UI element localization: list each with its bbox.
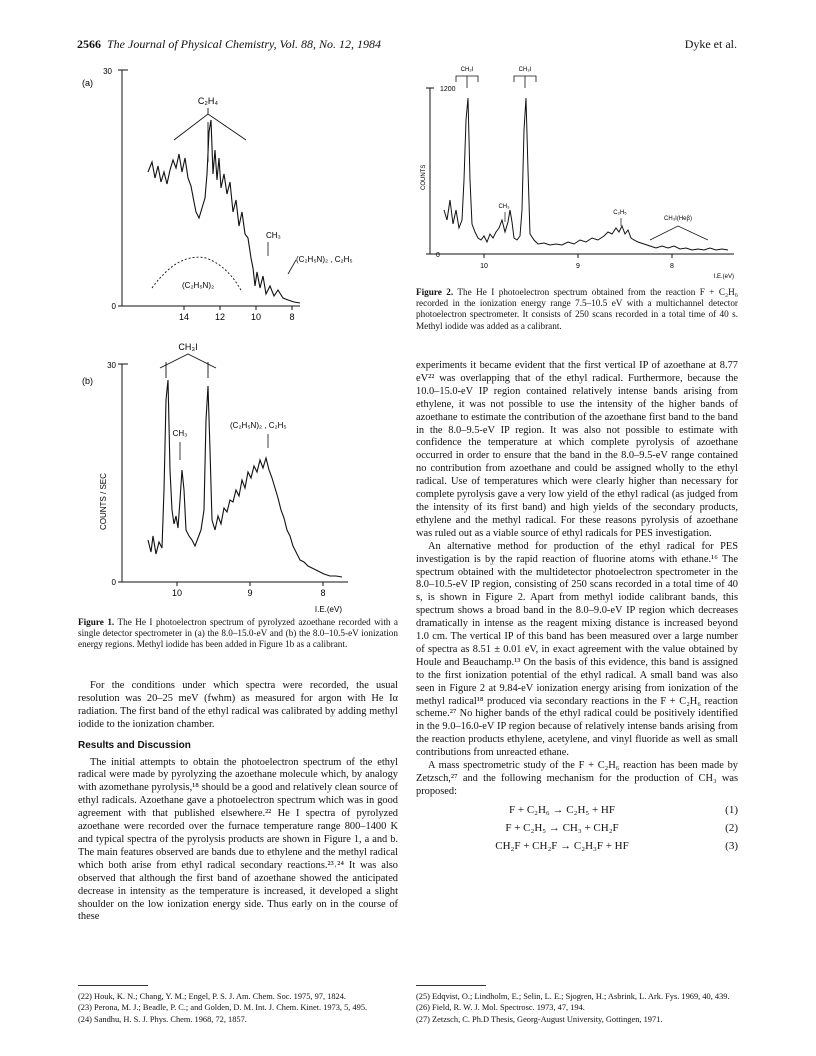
- panel-b-c2h5n2-label: (C₂H₅N)₂ , C₂H₅: [230, 421, 287, 430]
- panel-a-ytick-top: 30: [103, 67, 112, 76]
- running-header: [77, 37, 737, 52]
- reference-item: (26) Field, R. W. J. Mol. Spectrosc. 1973, 47, 194.: [416, 1003, 585, 1013]
- figure2-c2h5-label: C₂H₅: [613, 210, 627, 216]
- running-authors: Dyke et al.: [684, 37, 737, 51]
- paragraph: An alternative method for production of the ethyl radical for PES investigation is by the rapid reaction of fluorine atoms with ethane.¹⁶ The spectrum obtained with the multidetector photoelectron spectrometer in the 8.0–10.5-eV IP region, consisting of 250 scans recorded in a total time of 40 s, is shown in Figure 2. Apart from methyl iodide calibrant bands, this spectrum shows a broad band in the 8.0–9.0-eV IP region which decreases dramatically in intense as the reagent mixing distance is increased beyond 1.0 cm. The vertical IP of this band has been measured over a large number of spectra as 8.51 ± 0.01 eV, in exact agreement with the value obtained by Houle and Beauchamp.¹³ On the basis of this evidence, this band is assigned to the first ionization potential of the ethyl radical. A small band was also seen in Figure 2 at 9.84-eV ionization energy arising from ionization of the methyl radical¹⁸ produced via secondary reactions in the F + C₂H₆ reaction scheme.²⁷ No higher bands of the ethyl radical could be positively identified in the 9.0–16.0-eV IP region because of relatively intense bands arising from the reaction products ethylene, acetylene, and vinyl fluoride as well as small contributions from unreacted ethane.: [416, 540, 738, 759]
- panel-b-ytick-zero: 0: [111, 578, 116, 587]
- paragraph: experiments it became evident that the first vertical IP of azoethane at 8.77 eV²² was overlapping that of the ethyl radical. Furthermore, because the 10.0–15.0-eV IP region contained relatively intense bands arising from ethylene, it was not possible to use the intensity of the higher bands of azoethane to estimate the contribution of the azoethane first band to the band in the 8.0–9.5-eV IP region. It was also not possible to estimate with confidence the temperature at which complete pyrolysis of azoethane occurred in order to ensure that the band in the 8.0–9.5-eV range contained no contribution from azoethane and could be assigned wholly to the ethyl radical. Use of temperatures which were clearly higher than necessary for complete pyrolysis gave a very low yield of the ethyl radical (as judged from the intensity of its first band) and high yields of the secondary products, ethylene and the methyl radical. For these reasons pyrolysis of azoethane was ruled out as a viable source of ethyl radicals for PES investigation.: [416, 360, 738, 539]
- panel-b-ch3i-label: CH₃I: [178, 342, 198, 352]
- panel-b-xtick-label: 9: [247, 588, 253, 598]
- panel-a-xtick-label: 8: [289, 312, 295, 322]
- figure2-ch3-label: CH₃: [498, 204, 510, 210]
- panel-a-ytick-zero: 0: [111, 302, 116, 311]
- figure2-spectrum-trace: [444, 98, 728, 250]
- footnote-rule-right: [416, 985, 486, 986]
- panel-a-spectrum-trace: [148, 120, 300, 303]
- paragraph: The initial attempts to obtain the photoelectron spectrum of the ethyl radical were made by pyrolyzing the azoethane molecule which, by analogy with azomethane pyrolysis,¹⁸ should be a good and relatively clean source of ethyl radicals. Azoethane gave a photoelectron spectrum which was in good agreement with that published elsewhere.²² He I spectra of pyrolyzed azoethane were recorded over the furnace temperature range 800–1400 K and typical spectra of the pyrolysis products are shown in Figure 1, a and b. The main features observed are bands due to ethylene and the methyl radical which both arise from ethyl radical secondary reactions.²³˒²⁴ It was also observed that although the first band of azoethane showed the anticipated decrease in intensity as the temperature is increased, it developed a slight shoulder on the low ionization energy side. Thus early on in the course of these: [78, 756, 398, 923]
- footnote-rule-left: [78, 985, 148, 986]
- panel-a-c2h4-bracket: [174, 108, 246, 162]
- figure1-caption-text: The He I photoelectron spectrum of pyrolyzed azoethane recorded with a single detector spectrometer in (a) the 8.0–15.0-eV and (b) the 8.0–10.5-eV ionization energy regions. Methyl iodide has been added in Figure 1b as a calibrant.: [78, 617, 399, 650]
- reference-item: (23) Perona, M. J.; Beadle, P. C.; and Golden, D. M. Int. J. Chem. Kinet. 1973, 5, 495.: [78, 1003, 368, 1013]
- figure2-caption-text: The He I photoelectron spectrum obtained from the reaction F + C₂H₆ recorded in the ionization energy range 7.5–10.5 eV with a multichannel detector photoelectron spectrometer. It consists of 250 scans recorded in a total time of 40 s. Methyl iodide was added as a calibrant.: [416, 287, 738, 331]
- panel-b-label: (b): [82, 376, 93, 386]
- figure1-panel-a: [78, 62, 378, 322]
- equation-expression: CH₂F + CH₂F → C₂H₃F + HF: [495, 839, 629, 852]
- journal-title: The Journal of Physical Chemistry, Vol. 88, No. 12, 1984: [107, 37, 381, 51]
- panel-a-xtick-label: 10: [250, 312, 262, 322]
- reference-item: (22) Houk, K. N.; Chang, Y. M.; Engel, P. S. J. Am. Chem. Soc. 1975, 97, 1824.: [78, 992, 347, 1001]
- panel-a-xtick-label: 12: [214, 312, 226, 322]
- equation-expression: F + C₂H₆ → C₂H₅ + HF: [509, 803, 615, 816]
- panel-a-c2h5n2-pointer: [288, 260, 296, 274]
- page-number: 2566: [77, 37, 101, 51]
- reference-item: (24) Sandhu, H. S. J. Phys. Chem. 1968, 72, 1857.: [78, 1014, 247, 1024]
- panel-b-ylabel: COUNTS / SEC: [99, 473, 108, 530]
- equation-3: [416, 840, 738, 853]
- reference-item: (25) Edqvist, O.; Lindholm, E.; Selin, L. E.; Sjogren, H.; Asbrink, L. Ark. Fys. 1969, 40, 439.: [416, 992, 730, 1001]
- panel-b-xtick-label: 8: [320, 588, 326, 598]
- equation-2: [416, 822, 738, 835]
- equation-number: (2): [725, 821, 738, 834]
- figure2-ylabel: COUNTS: [421, 164, 427, 190]
- equation-expression: F + C₂H₅ → CH₃ + CH₂F: [505, 821, 619, 834]
- figure1-panel-b: [78, 340, 378, 615]
- panel-a-c2h4-label: C₂H₄: [197, 96, 219, 106]
- figure2-plot: [416, 60, 742, 282]
- figure2-ch3i-label-1: CH₃I: [460, 67, 474, 73]
- panel-b-ch3-label: CH₃: [172, 429, 188, 438]
- figure2-ytick-zero: 0: [436, 252, 440, 259]
- figure2-caption-label: Figure 2.: [416, 287, 454, 297]
- panel-b-xlabel: I.E.(eV): [314, 605, 342, 614]
- references-left: [78, 992, 398, 1026]
- figure1-caption: [78, 617, 398, 651]
- equation-number: (1): [725, 803, 738, 816]
- section-heading: Results and Discussion: [78, 739, 191, 751]
- figure2-xtick-label: 8: [670, 263, 674, 270]
- figure2-xticks: [480, 254, 674, 270]
- panel-b-ytick-top: 30: [107, 361, 116, 370]
- right-column-text: [416, 360, 738, 858]
- paragraph: A mass spectrometric study of the F + C₂H₆ reaction has been made by Zetzsch,²⁷ and the following mechanism for the production of CH₃ was proposed:: [416, 760, 738, 797]
- figure2-ch3i-label-2: CH₃I: [518, 67, 532, 73]
- panel-a-ch3-label: CH₃: [266, 231, 281, 240]
- equation-1: [416, 804, 738, 817]
- panel-a-xtick-label: 14: [178, 312, 190, 322]
- panel-b-xtick-label: 10: [171, 588, 183, 598]
- panel-a-label: (a): [82, 78, 93, 88]
- figure2-xtick-label: 10: [480, 263, 488, 270]
- figure2-ch3i-brackets: [456, 76, 536, 88]
- panel-a-c2h5n2-label: (C₂H₅N)₂ , C₂H₅: [296, 255, 353, 264]
- panel-b-ch3i-bracket: [160, 354, 216, 378]
- panel-a-xticks: [179, 306, 295, 322]
- reference-item: (27) Zetzsch, C. Ph.D Thesis, Georg-August University, Gottingen, 1971.: [416, 1014, 663, 1024]
- references-right: [416, 992, 738, 1026]
- figure2-ch3i-heb-label: CH₃I(Heβ): [664, 216, 692, 222]
- equation-number: (3): [725, 839, 738, 852]
- figure1-caption-label: Figure 1.: [78, 617, 115, 627]
- figure2-xtick-label: 9: [576, 263, 580, 270]
- figure2-ytick-top: 1200: [440, 86, 456, 93]
- paragraph: For the conditions under which spectra were recorded, the usual resolution was 20–25 meV (fwhm) as measured for argon with He Iα radiation. The first band of the ethyl radical was calibrated by adding methyl iodide to the ionization chamber.: [78, 680, 398, 730]
- panel-b-xticks: [172, 582, 326, 598]
- left-column-text: [78, 680, 398, 924]
- figure2-xlabel: I.E.(eV): [713, 274, 734, 280]
- figure2-caption: [416, 287, 738, 332]
- panel-a-dashed-label: (C₂H₅N)₂: [182, 281, 215, 290]
- figure2-ch3i-heb-bracket: [650, 226, 708, 240]
- panel-b-spectrum-trace: [148, 380, 342, 577]
